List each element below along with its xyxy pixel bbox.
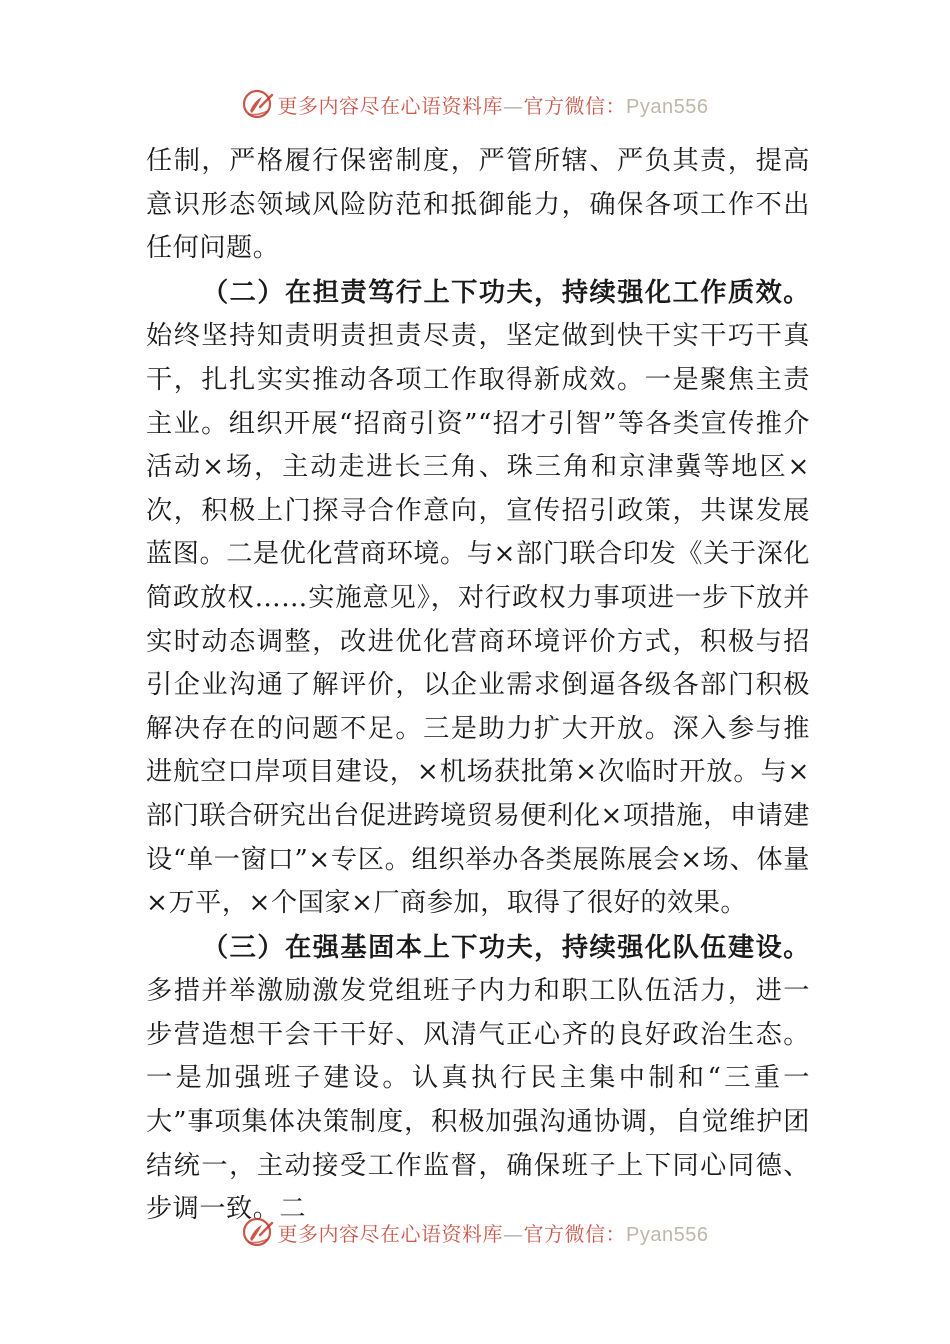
pen-logo-icon	[242, 87, 276, 121]
watermark-banner-bottom	[0, 1212, 950, 1252]
pen-logo-icon	[242, 1215, 276, 1249]
section-heading: （二）在担责笃行上下功夫，持续强化工作质效。	[202, 276, 810, 308]
paragraph-continuation	[146, 140, 810, 271]
paragraph-section-2	[146, 271, 810, 926]
watermark-official-text: 官方微信：	[523, 93, 627, 118]
watermark-wechat-id: Pyan556	[626, 95, 709, 118]
watermark-site-text: 更多内容尽在心语资料库	[277, 93, 504, 118]
watermark-official-text: 官方微信：	[523, 1221, 627, 1246]
watermark-text	[278, 1218, 709, 1247]
watermark-dash: —	[503, 93, 524, 118]
section-heading: （三）在强基固本上下功夫，持续强化队伍建设。	[202, 931, 810, 963]
paragraph-body: 任制，严格履行保密制度，严管所辖、严负其责，提高意识形态领域风险防范和抵御能力，确保各项工作不出任何问题。	[146, 146, 810, 264]
watermark-dash: —	[503, 1221, 524, 1246]
watermark-text	[278, 90, 709, 119]
paragraph-section-3	[146, 926, 810, 1232]
watermark-site-text: 更多内容尽在心语资料库	[277, 1221, 504, 1246]
watermark-wechat-id: Pyan556	[626, 1223, 709, 1246]
paragraph-body: 多措并举激励激发党组班子内力和职工队伍活力，进一步营造想干会干干好、风清气正心齐的良好政治生态。一是加强班子建设。认真执行民主集中制和“三重一大”事项集体决策制度，积极加强沟通协调，自觉维护团结统一，主动接受工作监督，确保班子上下同心同德、步调一致。二	[146, 976, 810, 1225]
watermark-banner-top	[0, 84, 950, 124]
paragraph-body: 始终坚持知责明责担责尽责，坚定做到快干实干巧干真干，扎扎实实推动各项工作取得新成效。一是聚焦主责主业。组织开展“招商引资”“招才引智”等各类宣传推介活动×场，主动走进长三角、珠三角和京津冀等地区×次，积极上门探寻合作意向，宣传招引政策，共谋发展蓝图。二是优化营商环境。与×部门联合印发《关于深化简政放权……实施意见》，对行政权力事项进一步下放并实时动态调整，改进优化营商环境评价方式，积极与招引企业沟通了解评价，以企业需求倒逼各级各部门积极解决存在的问题不足。三是助力扩大开放。深入参与推进航空口岸项目建设，×机场获批第×次临时开放。与×部门联合研究出台促进跨境贸易便利化×项措施，申请建设“单一窗口”×专区。组织举办各类展陈展会×场、体量×万平，×个国家×厂商参加，取得了很好的效果。	[146, 321, 810, 919]
document-body	[146, 140, 810, 1232]
